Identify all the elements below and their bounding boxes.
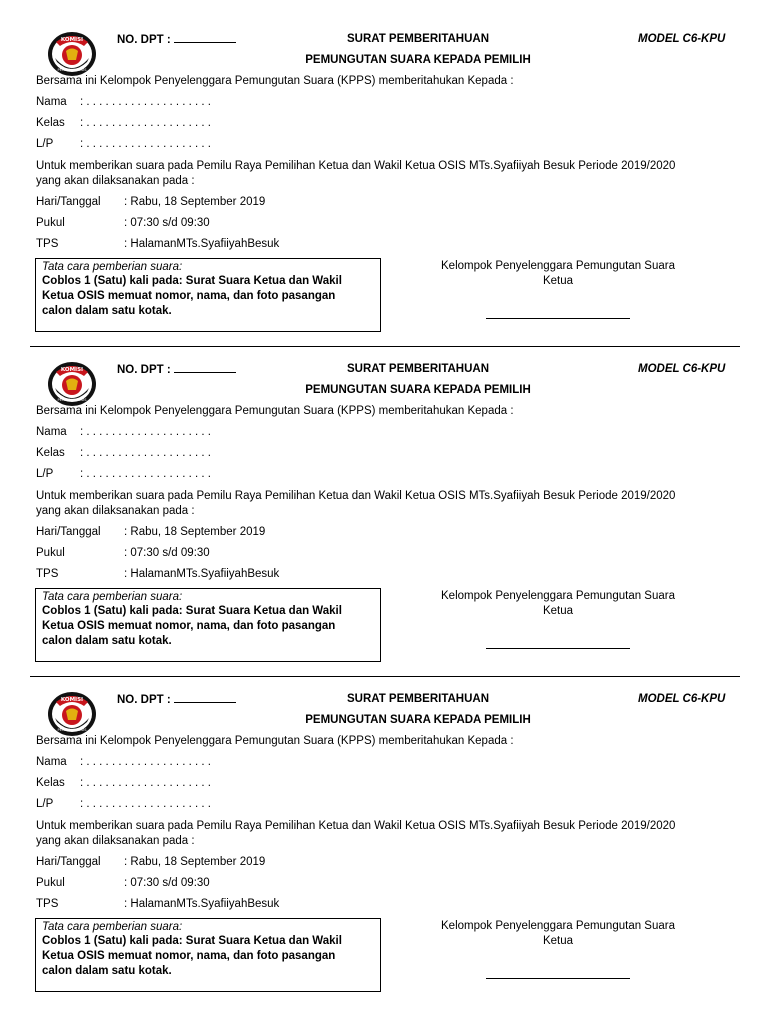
purpose-line-2: yang akan dilaksanakan pada : xyxy=(36,175,195,187)
kpu-logo xyxy=(46,690,98,738)
field-value-nama: : . . . . . . . . . . . . . . . . . . . . xyxy=(80,96,211,108)
purpose-line-2: yang akan dilaksanakan pada : xyxy=(36,505,195,517)
signature-line xyxy=(486,318,630,319)
schedule-value-date: : Rabu, 18 September 2019 xyxy=(124,856,266,868)
no-dpt-blank-line xyxy=(174,692,236,703)
kpu-logo xyxy=(46,360,98,408)
signatory-line-1: Kelompok Penyelenggara Pemungutan Suara xyxy=(441,920,675,932)
field-label-lp: L/P xyxy=(36,138,54,150)
field-value-kelas: : . . . . . . . . . . . . . . . . . . . . xyxy=(80,117,211,129)
title-line-1: SURAT PEMBERITAHUAN xyxy=(346,33,490,45)
signatory-line-1: Kelompok Penyelenggara Pemungutan Suara xyxy=(441,260,675,272)
notification-slip xyxy=(0,330,768,660)
field-label-kelas: Kelas xyxy=(36,777,65,789)
field-label-kelas: Kelas xyxy=(36,447,65,459)
signature-line xyxy=(486,648,630,649)
schedule-label-tps: TPS xyxy=(36,238,59,250)
title-line-2: PEMUNGUTAN SUARA KEPADA PEMILIH xyxy=(305,714,531,726)
no-dpt-label: NO. DPT : xyxy=(117,692,236,707)
schedule-value-time: : 07:30 s/d 09:30 xyxy=(124,877,210,889)
field-value-nama: : . . . . . . . . . . . . . . . . . . . . xyxy=(80,426,211,438)
intro-text: Bersama ini Kelompok Penyelenggara Pemungutan Suara (KPPS) memberitahukan Kepada : xyxy=(36,735,514,747)
schedule-value-tps: : HalamanMTs.SyafiiyahBesuk xyxy=(124,568,280,580)
instructions-text: Coblos 1 (Satu) kali pada: Surat Suara Ketua dan Wakil Ketua OSIS memuat nomor, nama, dan foto pasangan calon dalam satu kotak. xyxy=(42,605,342,647)
no-dpt-label: NO. DPT : xyxy=(117,362,236,377)
title-line-1: SURAT PEMBERITAHUAN xyxy=(346,363,490,375)
purpose-line-1: Untuk memberikan suara pada Pemilu Raya Pemilihan Ketua dan Wakil Ketua OSIS MTs.Syafiiyah Besuk Periode 2019/2020 xyxy=(36,820,676,832)
title-line-2: PEMUNGUTAN SUARA KEPADA PEMILIH xyxy=(305,384,531,396)
instructions-box xyxy=(35,918,381,992)
schedule-label-date: Hari/Tanggal xyxy=(36,856,101,868)
field-value-kelas: : . . . . . . . . . . . . . . . . . . . . xyxy=(80,447,211,459)
schedule-label-tps: TPS xyxy=(36,898,59,910)
signatory-line-2: Ketua xyxy=(542,605,574,617)
field-value-lp: : . . . . . . . . . . . . . . . . . . . . xyxy=(80,138,211,150)
schedule-label-tps: TPS xyxy=(36,568,59,580)
intro-text: Bersama ini Kelompok Penyelenggara Pemungutan Suara (KPPS) memberitahukan Kepada : xyxy=(36,405,514,417)
no-dpt-label: NO. DPT : xyxy=(117,32,236,47)
field-value-lp: : . . . . . . . . . . . . . . . . . . . . xyxy=(80,468,211,480)
schedule-value-date: : Rabu, 18 September 2019 xyxy=(124,526,266,538)
instructions-box xyxy=(35,588,381,662)
field-label-nama: Nama xyxy=(36,426,67,438)
schedule-label-time: Pukul xyxy=(36,877,65,889)
model-label: MODEL C6-KPU xyxy=(638,693,726,705)
purpose-line-2: yang akan dilaksanakan pada : xyxy=(36,835,195,847)
field-label-nama: Nama xyxy=(36,756,67,768)
purpose-line-1: Untuk memberikan suara pada Pemilu Raya Pemilihan Ketua dan Wakil Ketua OSIS MTs.Syafiiyah Besuk Periode 2019/2020 xyxy=(36,490,676,502)
schedule-label-time: Pukul xyxy=(36,547,65,559)
field-value-nama: : . . . . . . . . . . . . . . . . . . . . xyxy=(80,756,211,768)
field-value-kelas: : . . . . . . . . . . . . . . . . . . . . xyxy=(80,777,211,789)
schedule-value-tps: : HalamanMTs.SyafiiyahBesuk xyxy=(124,898,280,910)
title-line-2: PEMUNGUTAN SUARA KEPADA PEMILIH xyxy=(305,54,531,66)
notification-slip xyxy=(0,660,768,990)
title-line-1: SURAT PEMBERITAHUAN xyxy=(346,693,490,705)
field-label-lp: L/P xyxy=(36,798,54,810)
field-label-kelas: Kelas xyxy=(36,117,65,129)
svg-text:PEMILIHAN OSIS: PEMILIHAN OSIS xyxy=(57,68,87,72)
svg-text:KOMISI: KOMISI xyxy=(60,697,84,703)
schedule-label-time: Pukul xyxy=(36,217,65,229)
schedule-value-time: : 07:30 s/d 09:30 xyxy=(124,547,210,559)
svg-text:KOMISI: KOMISI xyxy=(60,367,84,373)
signatory-line-2: Ketua xyxy=(542,935,574,947)
schedule-label-date: Hari/Tanggal xyxy=(36,196,101,208)
kpu-logo xyxy=(46,30,98,78)
model-label: MODEL C6-KPU xyxy=(638,363,726,375)
instructions-caption: Tata cara pemberian suara: xyxy=(42,261,183,273)
schedule-value-time: : 07:30 s/d 09:30 xyxy=(124,217,210,229)
intro-text: Bersama ini Kelompok Penyelenggara Pemungutan Suara (KPPS) memberitahukan Kepada : xyxy=(36,75,514,87)
instructions-box xyxy=(35,258,381,332)
schedule-label-date: Hari/Tanggal xyxy=(36,526,101,538)
svg-text:KOMISI: KOMISI xyxy=(60,37,84,43)
schedule-value-tps: : HalamanMTs.SyafiiyahBesuk xyxy=(124,238,280,250)
field-label-nama: Nama xyxy=(36,96,67,108)
instructions-caption: Tata cara pemberian suara: xyxy=(42,921,183,933)
svg-text:PEMILIHAN OSIS: PEMILIHAN OSIS xyxy=(57,398,87,402)
field-value-lp: : . . . . . . . . . . . . . . . . . . . . xyxy=(80,798,211,810)
no-dpt-blank-line xyxy=(174,32,236,43)
instructions-text: Coblos 1 (Satu) kali pada: Surat Suara Ketua dan Wakil Ketua OSIS memuat nomor, nama, dan foto pasangan calon dalam satu kotak. xyxy=(42,935,342,977)
instructions-text: Coblos 1 (Satu) kali pada: Surat Suara Ketua dan Wakil Ketua OSIS memuat nomor, nama, dan foto pasangan calon dalam satu kotak. xyxy=(42,275,342,317)
signatory-line-2: Ketua xyxy=(542,275,574,287)
model-label: MODEL C6-KPU xyxy=(638,33,726,45)
notification-slip xyxy=(0,0,768,330)
schedule-value-date: : Rabu, 18 September 2019 xyxy=(124,196,266,208)
svg-text:PEMILIHAN OSIS: PEMILIHAN OSIS xyxy=(57,728,87,732)
no-dpt-blank-line xyxy=(174,362,236,373)
field-label-lp: L/P xyxy=(36,468,54,480)
purpose-line-1: Untuk memberikan suara pada Pemilu Raya Pemilihan Ketua dan Wakil Ketua OSIS MTs.Syafiiyah Besuk Periode 2019/2020 xyxy=(36,160,676,172)
signatory-line-1: Kelompok Penyelenggara Pemungutan Suara xyxy=(441,590,675,602)
instructions-caption: Tata cara pemberian suara: xyxy=(42,591,183,603)
signature-line xyxy=(486,978,630,979)
